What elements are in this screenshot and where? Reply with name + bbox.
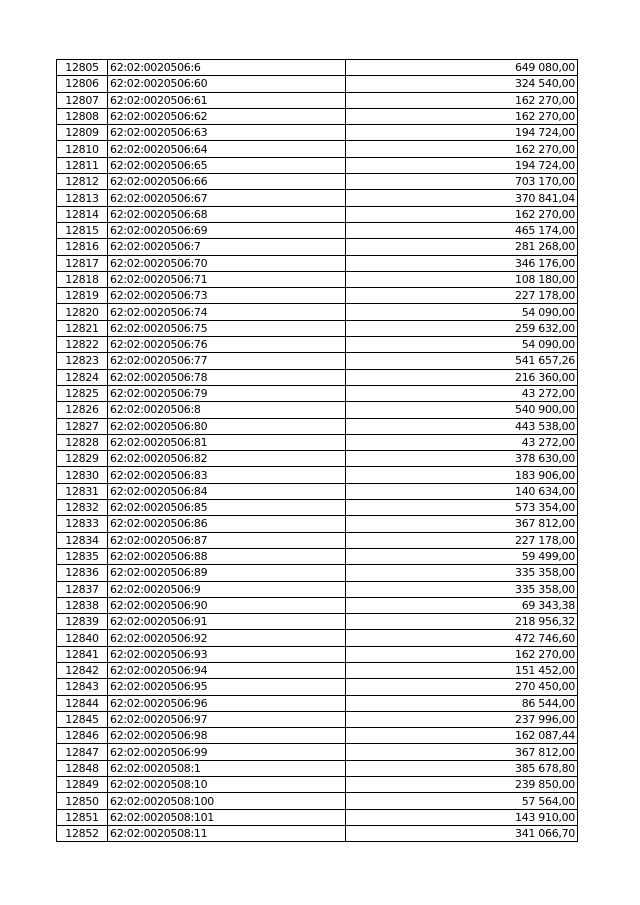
row-number-cell: 12828 [57,434,108,450]
cadastral-number-cell: 62:02:0020506:98 [108,728,346,744]
value-cell: 140 634,00 [346,483,578,499]
cadastral-number-cell: 62:02:0020506:7 [108,239,346,255]
row-number-cell: 12844 [57,695,108,711]
cadastral-number-cell: 62:02:0020506:87 [108,532,346,548]
value-cell: 324 540,00 [346,76,578,92]
value-cell: 239 850,00 [346,777,578,793]
row-number-cell: 12820 [57,304,108,320]
row-number-cell: 12824 [57,369,108,385]
value-cell: 367 812,00 [346,516,578,532]
value-cell: 227 178,00 [346,532,578,548]
table-row [57,402,578,418]
row-number-cell: 12810 [57,141,108,157]
row-number-cell: 12808 [57,108,108,124]
value-cell: 108 180,00 [346,271,578,287]
cadastral-number-cell: 62:02:0020506:67 [108,190,346,206]
row-number-cell: 12831 [57,483,108,499]
row-number-cell: 12827 [57,418,108,434]
value-cell: 43 272,00 [346,385,578,401]
cadastral-number-cell: 62:02:0020508:11 [108,825,346,841]
row-number-cell: 12845 [57,711,108,727]
value-cell: 281 268,00 [346,239,578,255]
row-number-cell: 12851 [57,809,108,825]
row-number-cell: 12806 [57,76,108,92]
row-number-cell: 12807 [57,92,108,108]
table-row [57,711,578,727]
value-cell: 703 170,00 [346,174,578,190]
table-row [57,744,578,760]
cadastral-number-cell: 62:02:0020506:99 [108,744,346,760]
value-cell: 54 090,00 [346,337,578,353]
cadastral-number-cell: 62:02:0020506:88 [108,548,346,564]
value-cell: 385 678,80 [346,760,578,776]
value-cell: 237 996,00 [346,711,578,727]
value-cell: 151 452,00 [346,662,578,678]
table-body [57,60,578,842]
cadastral-number-cell: 62:02:0020506:68 [108,206,346,222]
row-number-cell: 12809 [57,125,108,141]
cadastral-number-cell: 62:02:0020506:8 [108,402,346,418]
value-cell: 143 910,00 [346,809,578,825]
cadastral-number-cell: 62:02:0020506:80 [108,418,346,434]
cadastral-value-table [56,59,578,842]
value-cell: 443 538,00 [346,418,578,434]
value-cell: 162 087,44 [346,728,578,744]
row-number-cell: 12816 [57,239,108,255]
row-number-cell: 12819 [57,288,108,304]
table-row [57,157,578,173]
row-number-cell: 12852 [57,825,108,841]
cadastral-number-cell: 62:02:0020506:70 [108,255,346,271]
value-cell: 54 090,00 [346,304,578,320]
row-number-cell: 12815 [57,222,108,238]
table-row [57,60,578,76]
row-number-cell: 12835 [57,548,108,564]
value-cell: 465 174,00 [346,222,578,238]
table-row [57,239,578,255]
row-number-cell: 12840 [57,630,108,646]
value-cell: 162 270,00 [346,141,578,157]
table-row [57,125,578,141]
value-cell: 335 358,00 [346,581,578,597]
cadastral-number-cell: 62:02:0020506:89 [108,565,346,581]
cadastral-number-cell: 62:02:0020506:83 [108,467,346,483]
table-row [57,206,578,222]
table-row [57,141,578,157]
row-number-cell: 12848 [57,760,108,776]
value-cell: 194 724,00 [346,125,578,141]
value-cell: 162 270,00 [346,646,578,662]
cadastral-number-cell: 62:02:0020506:79 [108,385,346,401]
row-number-cell: 12829 [57,451,108,467]
table-row [57,646,578,662]
table-row [57,825,578,841]
cadastral-number-cell: 62:02:0020508:1 [108,760,346,776]
cadastral-number-cell: 62:02:0020506:77 [108,353,346,369]
row-number-cell: 12821 [57,320,108,336]
table-row [57,793,578,809]
table-row [57,418,578,434]
value-cell: 540 900,00 [346,402,578,418]
cadastral-number-cell: 62:02:0020508:10 [108,777,346,793]
cadastral-number-cell: 62:02:0020506:84 [108,483,346,499]
row-number-cell: 12813 [57,190,108,206]
table-row [57,614,578,630]
table-row [57,255,578,271]
value-cell: 378 630,00 [346,451,578,467]
value-cell: 194 724,00 [346,157,578,173]
cadastral-number-cell: 62:02:0020506:85 [108,500,346,516]
row-number-cell: 12823 [57,353,108,369]
row-number-cell: 12838 [57,597,108,613]
row-number-cell: 12812 [57,174,108,190]
cadastral-number-cell: 62:02:0020506:64 [108,141,346,157]
value-cell: 218 956,32 [346,614,578,630]
row-number-cell: 12833 [57,516,108,532]
row-number-cell: 12843 [57,679,108,695]
row-number-cell: 12846 [57,728,108,744]
cadastral-number-cell: 62:02:0020506:71 [108,271,346,287]
table-row [57,760,578,776]
cadastral-number-cell: 62:02:0020506:60 [108,76,346,92]
cadastral-number-cell: 62:02:0020506:9 [108,581,346,597]
table-row [57,369,578,385]
table-row [57,222,578,238]
value-cell: 59 499,00 [346,548,578,564]
table-row [57,500,578,516]
cadastral-number-cell: 62:02:0020506:6 [108,60,346,76]
cadastral-number-cell: 62:02:0020506:94 [108,662,346,678]
cadastral-number-cell: 62:02:0020506:95 [108,679,346,695]
cadastral-number-cell: 62:02:0020506:90 [108,597,346,613]
value-cell: 367 812,00 [346,744,578,760]
table-row [57,597,578,613]
value-cell: 573 354,00 [346,500,578,516]
value-cell: 227 178,00 [346,288,578,304]
table-row [57,76,578,92]
value-cell: 69 343,38 [346,597,578,613]
cadastral-number-cell: 62:02:0020506:86 [108,516,346,532]
table-row [57,92,578,108]
cadastral-number-cell: 62:02:0020506:82 [108,451,346,467]
row-number-cell: 12817 [57,255,108,271]
table-row [57,728,578,744]
table-row [57,467,578,483]
table-row [57,662,578,678]
value-cell: 335 358,00 [346,565,578,581]
value-cell: 341 066,70 [346,825,578,841]
table-row [57,108,578,124]
row-number-cell: 12814 [57,206,108,222]
cadastral-number-cell: 62:02:0020506:76 [108,337,346,353]
table-row [57,190,578,206]
cadastral-number-cell: 62:02:0020506:96 [108,695,346,711]
table-row [57,548,578,564]
cadastral-number-cell: 62:02:0020506:63 [108,125,346,141]
cadastral-number-cell: 62:02:0020506:78 [108,369,346,385]
value-cell: 370 841,04 [346,190,578,206]
table-row [57,581,578,597]
row-number-cell: 12850 [57,793,108,809]
cadastral-number-cell: 62:02:0020506:69 [108,222,346,238]
row-number-cell: 12837 [57,581,108,597]
table-row [57,809,578,825]
value-cell: 162 270,00 [346,92,578,108]
table-row [57,483,578,499]
table-row [57,451,578,467]
table-row [57,304,578,320]
value-cell: 649 080,00 [346,60,578,76]
table-row [57,353,578,369]
cadastral-number-cell: 62:02:0020506:73 [108,288,346,304]
row-number-cell: 12811 [57,157,108,173]
row-number-cell: 12841 [57,646,108,662]
table-row [57,630,578,646]
cadastral-number-cell: 62:02:0020506:65 [108,157,346,173]
row-number-cell: 12832 [57,500,108,516]
value-cell: 346 176,00 [346,255,578,271]
cadastral-number-cell: 62:02:0020508:100 [108,793,346,809]
cadastral-number-cell: 62:02:0020506:81 [108,434,346,450]
cadastral-number-cell: 62:02:0020506:75 [108,320,346,336]
row-number-cell: 12826 [57,402,108,418]
row-number-cell: 12805 [57,60,108,76]
cadastral-number-cell: 62:02:0020506:74 [108,304,346,320]
row-number-cell: 12830 [57,467,108,483]
value-cell: 259 632,00 [346,320,578,336]
row-number-cell: 12834 [57,532,108,548]
table-row [57,288,578,304]
cadastral-number-cell: 62:02:0020506:92 [108,630,346,646]
value-cell: 57 564,00 [346,793,578,809]
cadastral-number-cell: 62:02:0020506:66 [108,174,346,190]
cadastral-number-cell: 62:02:0020506:93 [108,646,346,662]
table-row [57,679,578,695]
value-cell: 43 272,00 [346,434,578,450]
cadastral-number-cell: 62:02:0020506:61 [108,92,346,108]
value-cell: 183 906,00 [346,467,578,483]
cadastral-number-cell: 62:02:0020506:97 [108,711,346,727]
table-row [57,174,578,190]
value-cell: 541 657,26 [346,353,578,369]
row-number-cell: 12842 [57,662,108,678]
row-number-cell: 12849 [57,777,108,793]
value-cell: 162 270,00 [346,206,578,222]
table-row [57,565,578,581]
row-number-cell: 12818 [57,271,108,287]
row-number-cell: 12825 [57,385,108,401]
table-row [57,532,578,548]
table-row [57,777,578,793]
table-row [57,385,578,401]
row-number-cell: 12847 [57,744,108,760]
table-row [57,434,578,450]
table-row [57,516,578,532]
cadastral-number-cell: 62:02:0020508:101 [108,809,346,825]
value-cell: 472 746,60 [346,630,578,646]
cadastral-number-cell: 62:02:0020506:91 [108,614,346,630]
table-row [57,337,578,353]
value-cell: 162 270,00 [346,108,578,124]
row-number-cell: 12836 [57,565,108,581]
value-cell: 216 360,00 [346,369,578,385]
table-row [57,320,578,336]
cadastral-number-cell: 62:02:0020506:62 [108,108,346,124]
table-row [57,271,578,287]
row-number-cell: 12822 [57,337,108,353]
table-row [57,695,578,711]
value-cell: 270 450,00 [346,679,578,695]
value-cell: 86 544,00 [346,695,578,711]
row-number-cell: 12839 [57,614,108,630]
